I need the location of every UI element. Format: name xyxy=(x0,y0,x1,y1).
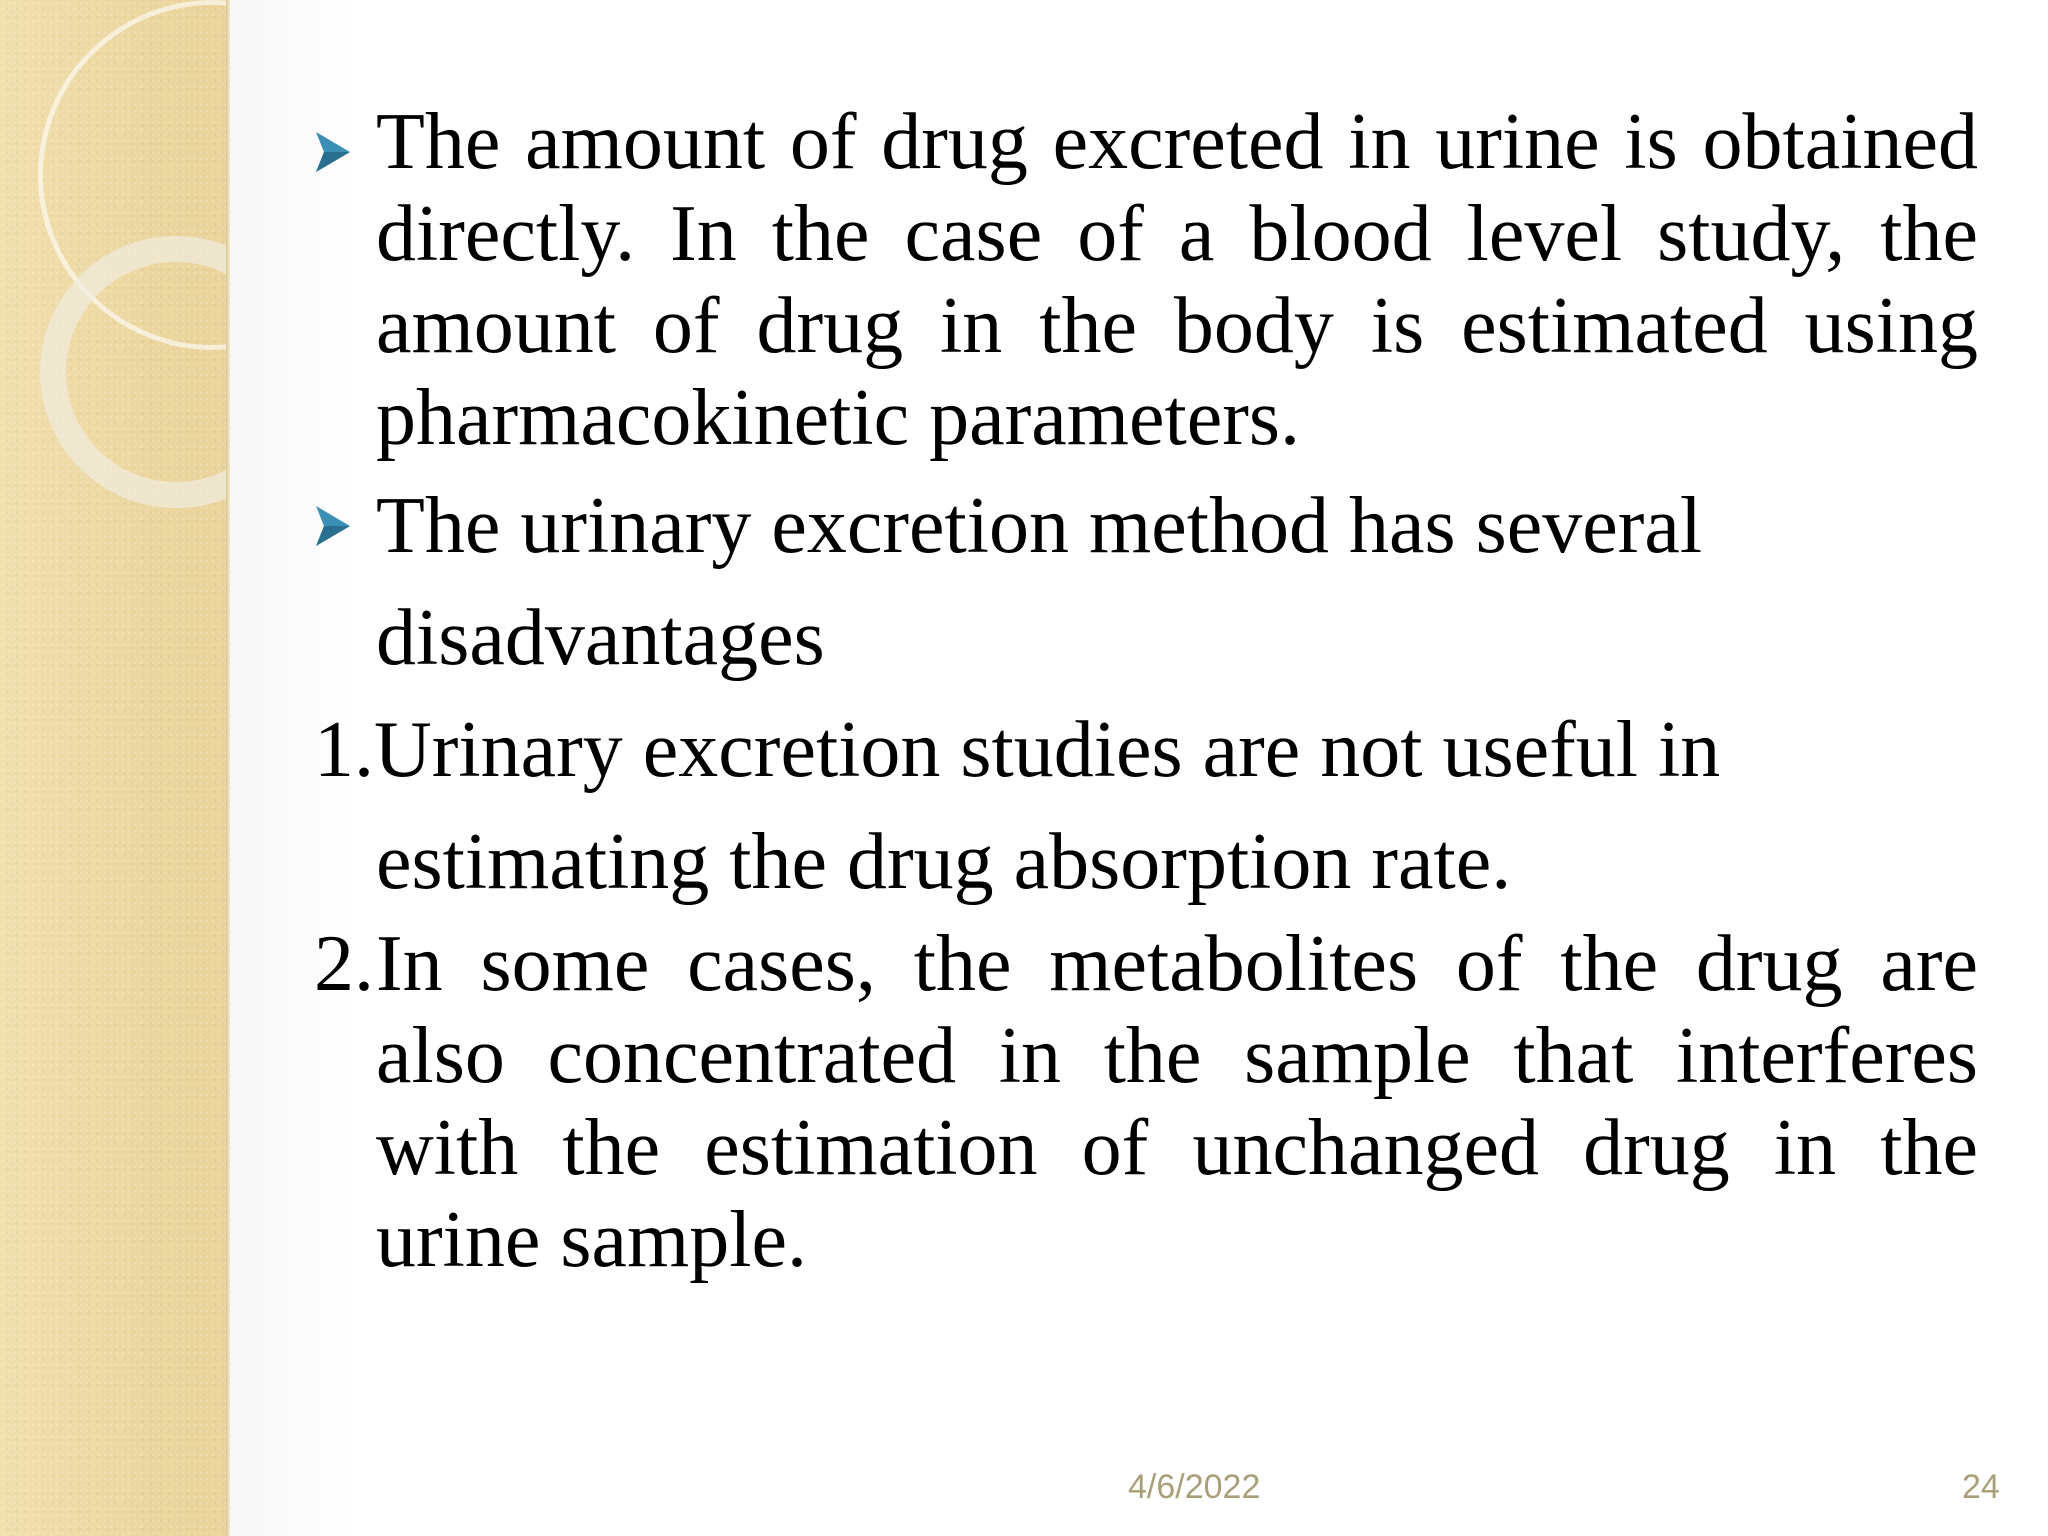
footer-date: 4/6/2022 xyxy=(1128,1468,1261,1506)
list-number: 1. xyxy=(314,706,374,794)
list-number: 2. xyxy=(314,920,374,1008)
bullet-item xyxy=(314,96,1978,464)
bullet-text: The amount of drug excreted in urine is obtained directly. In the case of a blood level study, the amount of drug in the body is estimated using pharmacokinetic parameters. xyxy=(376,98,1978,462)
slide-body xyxy=(314,96,1978,1286)
footer-page-number: 24 xyxy=(1962,1468,2000,1506)
arrow-bullet-icon xyxy=(314,504,352,548)
bullet-text: The urinary excretion method has several disadvantages xyxy=(376,482,1703,682)
numbered-item xyxy=(314,918,1978,1286)
numbered-text: In some cases, the metabolites of the drug are also concentrated in the sample that interferes with the estimation of unchanged drug in the urine sample. xyxy=(376,920,1978,1284)
numbered-item xyxy=(314,694,1978,918)
bullet-item xyxy=(314,470,1978,694)
arrow-bullet-icon xyxy=(314,130,352,174)
numbered-text: Urinary excretion studies are not useful in estimating the drug absorption rate. xyxy=(374,706,1721,906)
